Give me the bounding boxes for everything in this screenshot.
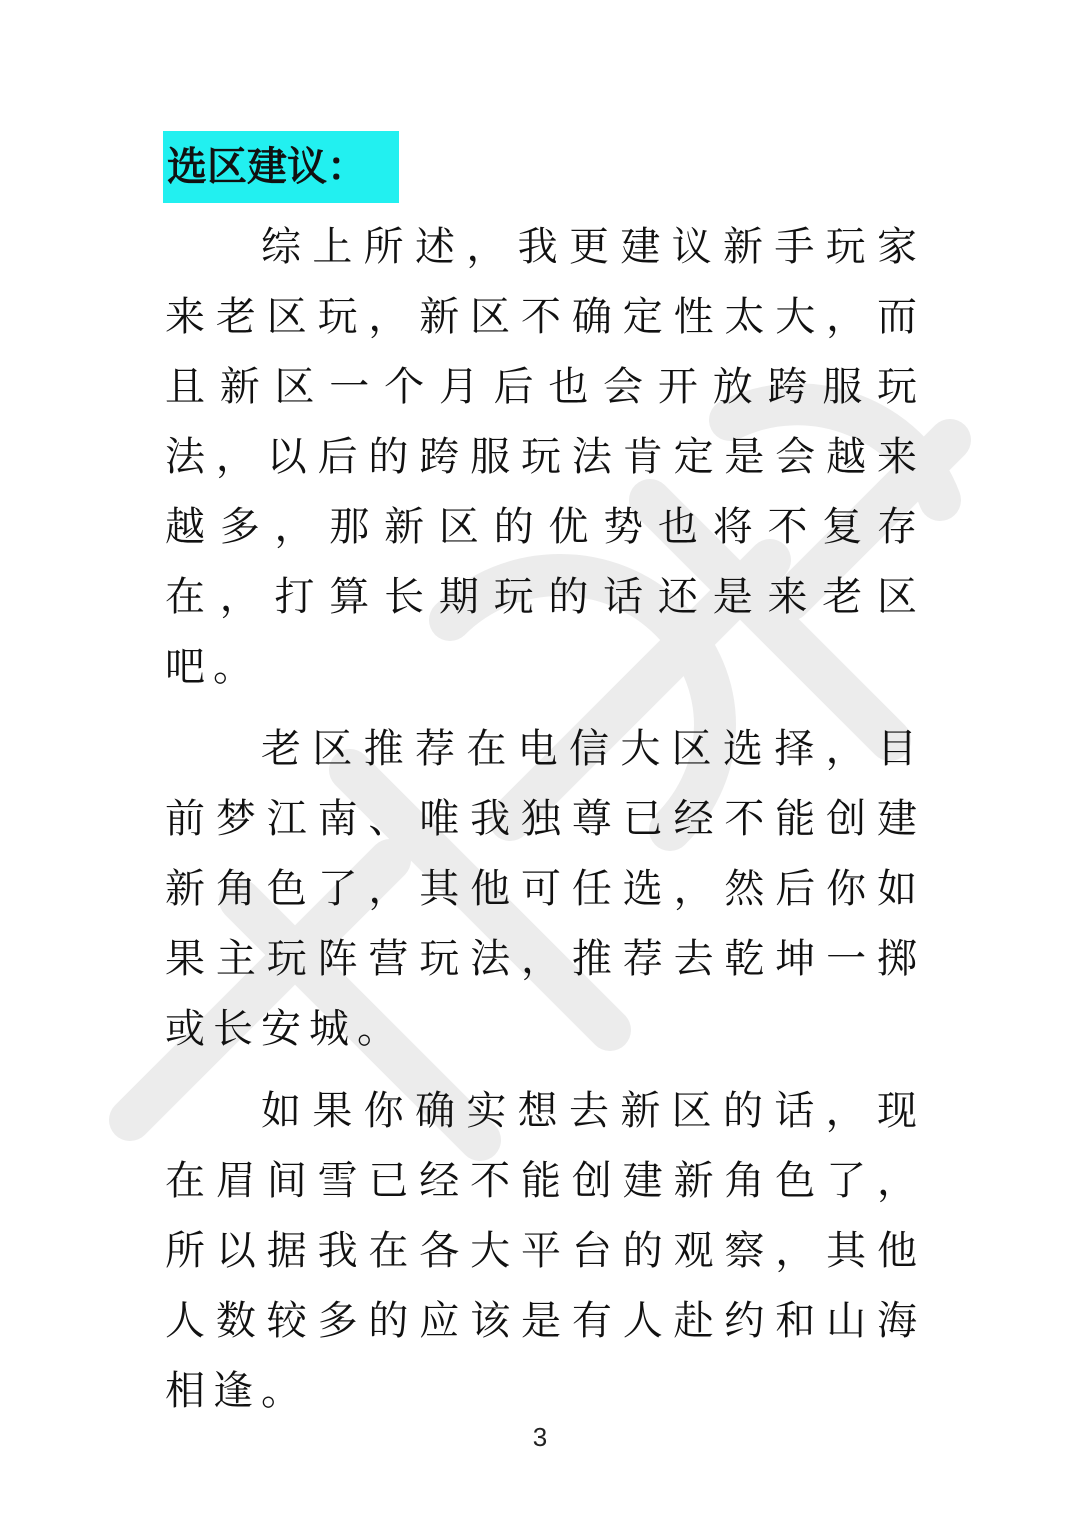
section-heading: 选区建议： [163,131,399,203]
paragraph-2: 老区推荐在电信大区选择，目前梦江南、唯我独尊已经不能创建新角色了，其他可任选，然后你如果主玩阵营玩法，推荐去乾坤一掷或长安城。 [165,726,925,1052]
paragraph-1: 综上所述，我更建议新手玩家来老区玩，新区不确定性太大，而且新区一个月后也会开放跨服玩法，以后的跨服玩法肯定是会越来越多，那新区的优势也将不复存在，打算长期玩的话还是来老区吧。 [165,224,925,690]
paragraph-3: 如果你确实想去新区的话，现在眉间雪已经不能创建新角色了，所以据我在各大平台的观察，其他人数较多的应该是有人赴约和山海相逢。 [165,1088,925,1414]
body-text [165,212,925,1438]
page-number: 3 [532,1422,548,1452]
